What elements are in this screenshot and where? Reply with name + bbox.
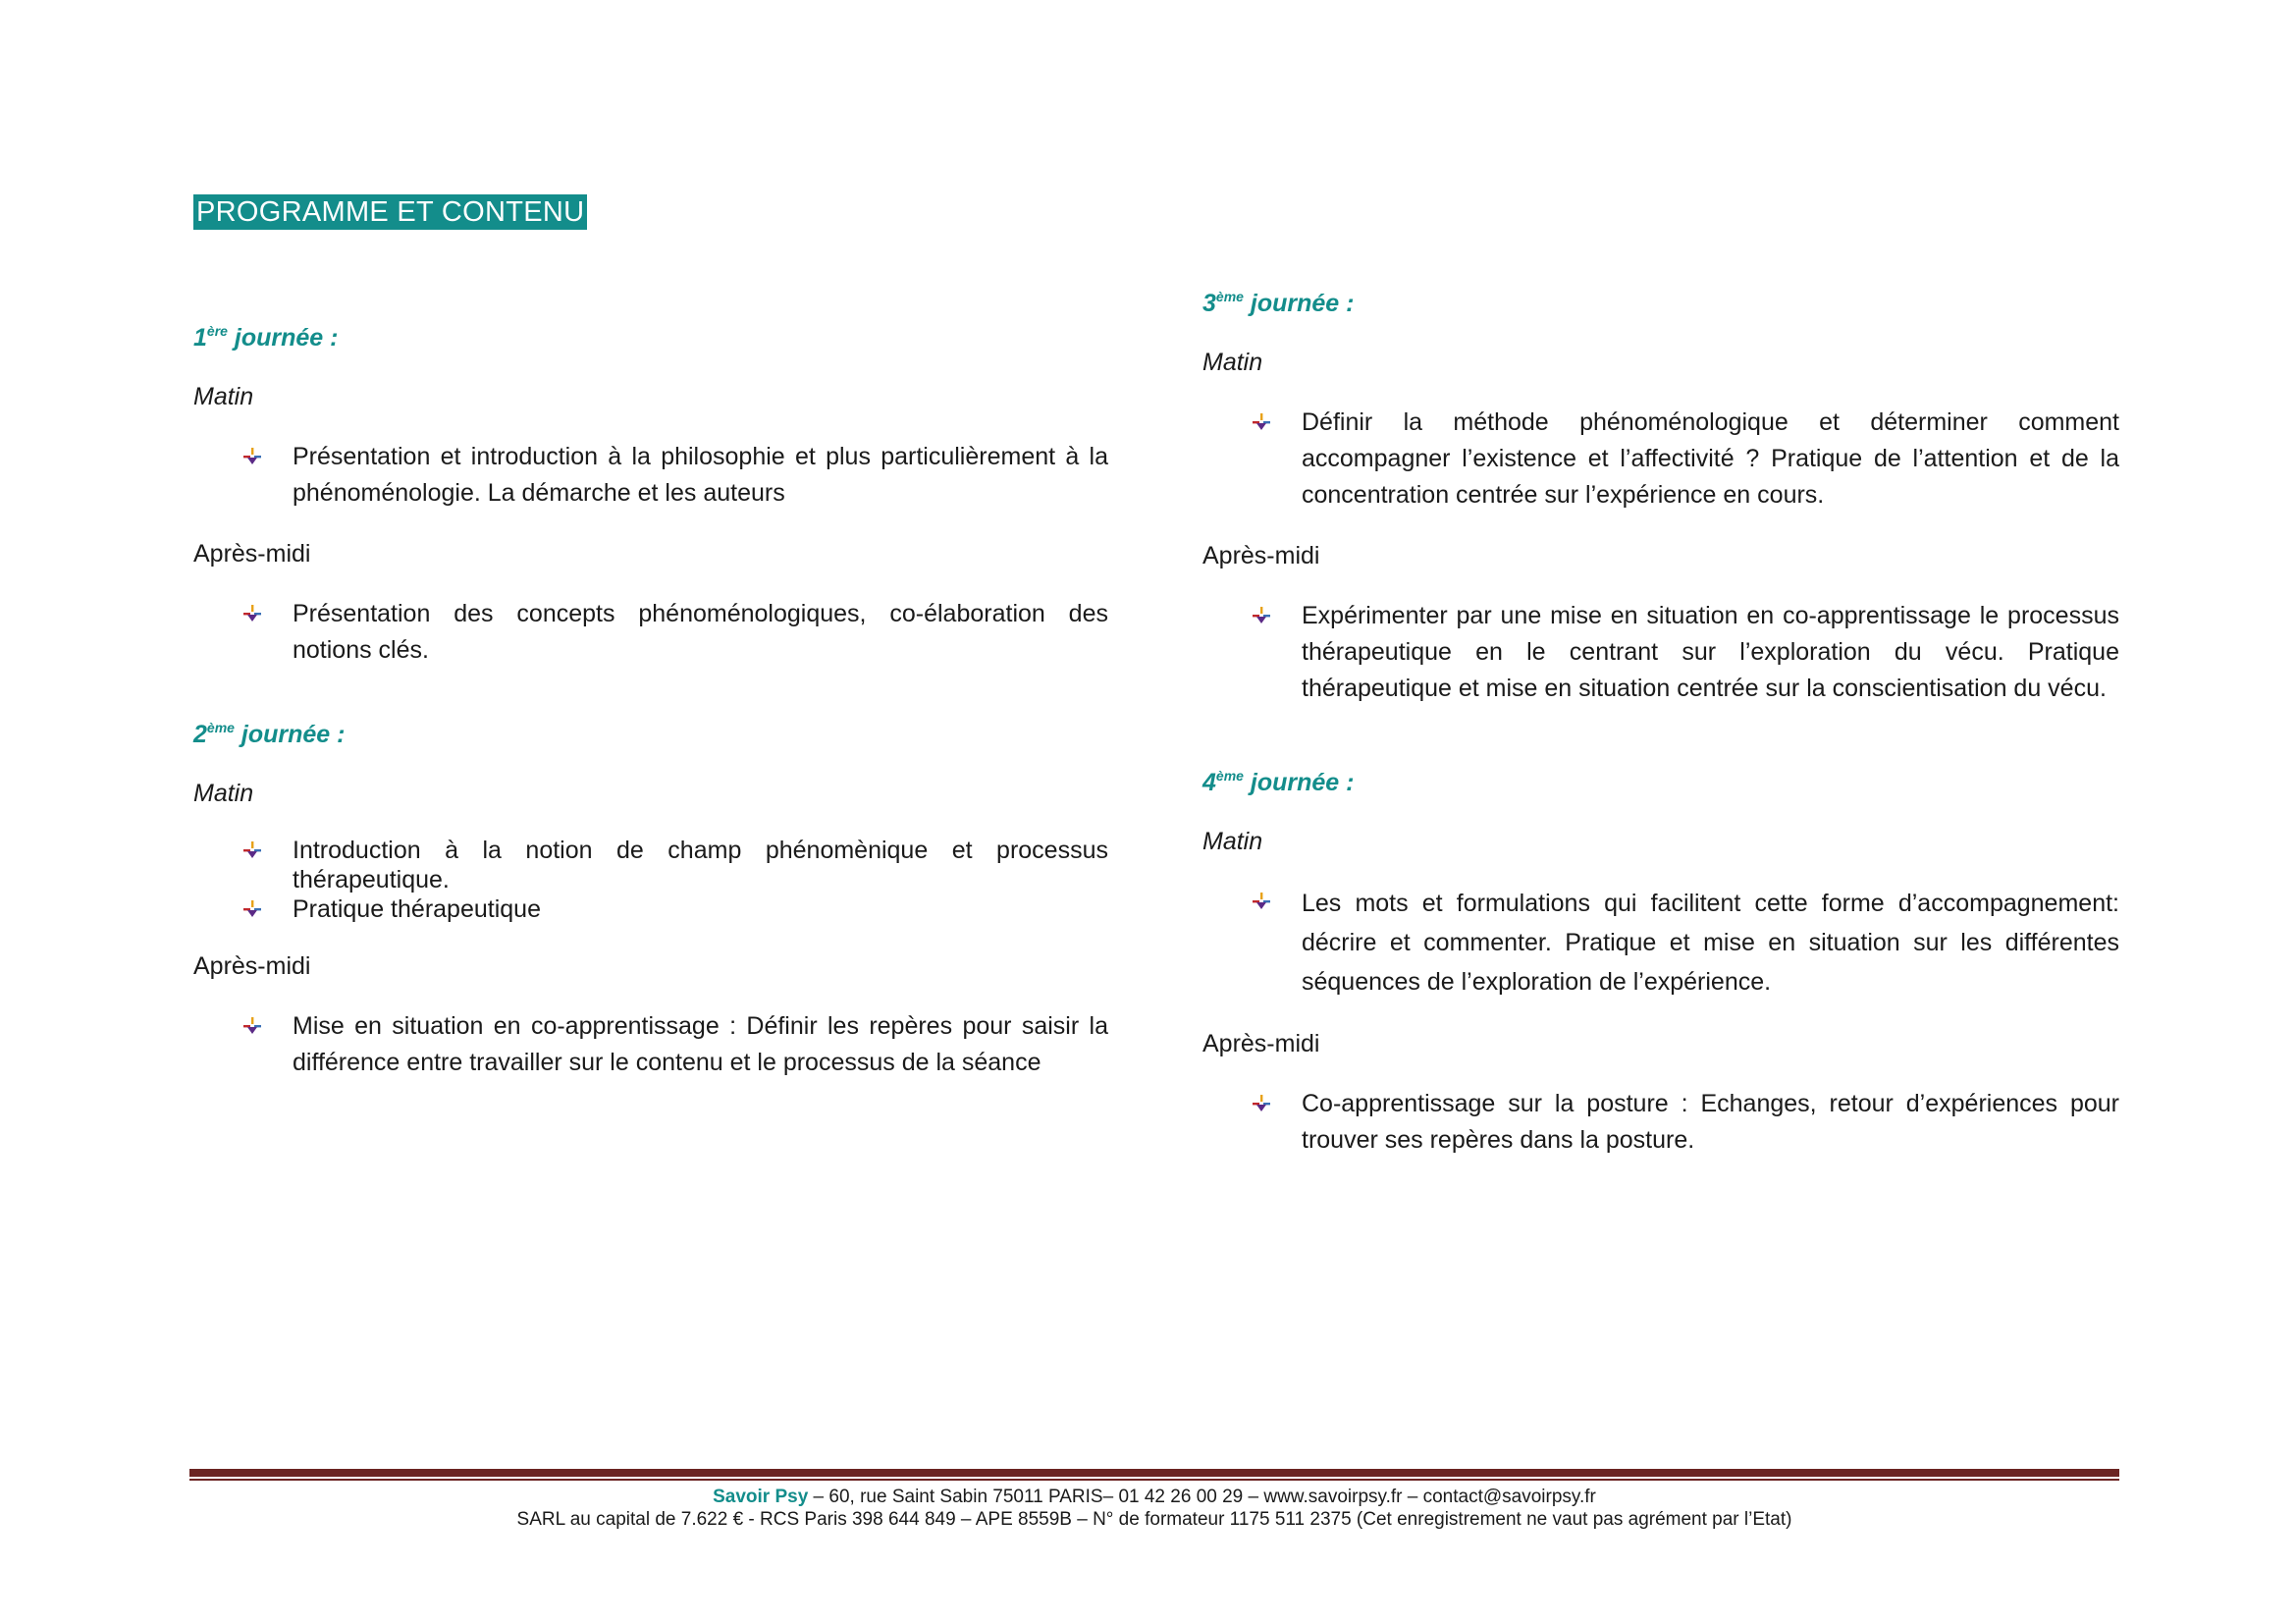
footer-brand: Savoir Psy xyxy=(713,1487,809,1507)
list-item: Définir la méthode phénoménologique et déterminer comment accompagner l’existence et l’affectivité ? Pratique de l’attention et de la concentration centrée sur l’expérience en cours. xyxy=(1202,405,2119,514)
day-block-4 xyxy=(1202,766,2119,1159)
arrow-bullet-icon xyxy=(1253,893,1270,910)
arrow-bullet-icon xyxy=(1253,1095,1270,1112)
arrow-bullet-icon xyxy=(243,605,261,623)
afternoon-label: Après-midi xyxy=(1202,542,1320,569)
arrow-bullet-icon xyxy=(1253,413,1270,431)
arrow-bullet-icon xyxy=(243,900,261,918)
day-heading: 3ème journée : xyxy=(1202,289,1355,317)
footer-rule-thin xyxy=(189,1479,2119,1481)
afternoon-list xyxy=(1202,598,2119,707)
day-heading: 4ème journée : xyxy=(1202,768,1355,796)
afternoon-label: Après-midi xyxy=(1202,1030,1320,1057)
list-item: Présentation et introduction à la philosophie et plus particulièrement à la phénoménologie. La démarche et les auteurs xyxy=(193,439,1108,512)
morning-label: Matin xyxy=(1202,828,1263,855)
morning-list xyxy=(193,439,1108,512)
afternoon-list xyxy=(1202,1086,2119,1159)
left-column xyxy=(193,321,1108,1081)
arrow-bullet-icon xyxy=(243,448,261,465)
morning-label: Matin xyxy=(193,780,254,807)
footer-line-1: Savoir Psy – 60, rue Saint Sabin 75011 PARIS– 01 42 26 00 29 – www.savoirpsy.fr – contact@savoirpsy.fr xyxy=(713,1487,1596,1507)
list-item: Introduction à la notion de champ phénomènique et processus thérapeutique. xyxy=(193,836,1108,894)
footer-line-2: SARL au capital de 7.622 € - RCS Paris 398 644 849 – APE 8559B – N° de formateur 1175 511 2375 (Cet enregistrement ne vaut pas agrément par l’Etat) xyxy=(516,1509,1792,1530)
afternoon-label: Après-midi xyxy=(193,540,311,568)
section-title: PROGRAMME ET CONTENU xyxy=(193,194,587,230)
arrow-bullet-icon xyxy=(1253,607,1270,624)
footer-rule-thick xyxy=(189,1469,2119,1477)
footer xyxy=(189,1486,2119,1531)
arrow-bullet-icon xyxy=(243,1017,261,1035)
morning-list xyxy=(1202,405,2119,514)
arrow-bullet-icon xyxy=(243,841,261,859)
list-item: Les mots et formulations qui facilitent cette forme d’accompagnement: décrire et commenter. Pratique et mise en situation sur les différentes séquences de l’exploration de l’expérience. xyxy=(1202,884,2119,1001)
morning-list xyxy=(193,836,1108,924)
list-item: Pratique thérapeutique xyxy=(193,894,1108,924)
list-item: Co-apprentissage sur la posture : Echanges, retour d’expériences pour trouver ses repères dans la posture. xyxy=(1202,1086,2119,1159)
afternoon-list xyxy=(193,1008,1108,1081)
day-block-2 xyxy=(193,718,1108,1081)
afternoon-list xyxy=(193,596,1108,669)
morning-label: Matin xyxy=(193,383,254,410)
day-heading: 2ème journée : xyxy=(193,720,346,748)
list-item: Expérimenter par une mise en situation en co-apprentissage le processus thérapeutique en le centrant sur l’exploration du vécu. Pratique thérapeutique et mise en situation centrée sur la conscientisation du vécu. xyxy=(1202,598,2119,707)
right-column xyxy=(1202,287,2119,1159)
list-item: Présentation des concepts phénoménologiques, co-élaboration des notions clés. xyxy=(193,596,1108,669)
afternoon-label: Après-midi xyxy=(193,952,311,980)
footer-rule xyxy=(189,1469,2119,1481)
day-heading: 1ère journée : xyxy=(193,323,339,352)
day-block-1 xyxy=(193,321,1108,669)
morning-label: Matin xyxy=(1202,349,1263,376)
morning-list xyxy=(1202,884,2119,1001)
list-item: Mise en situation en co-apprentissage : Définir les repères pour saisir la différence entre travailler sur le contenu et le processus de la séance xyxy=(193,1008,1108,1081)
day-block-3 xyxy=(1202,287,2119,707)
